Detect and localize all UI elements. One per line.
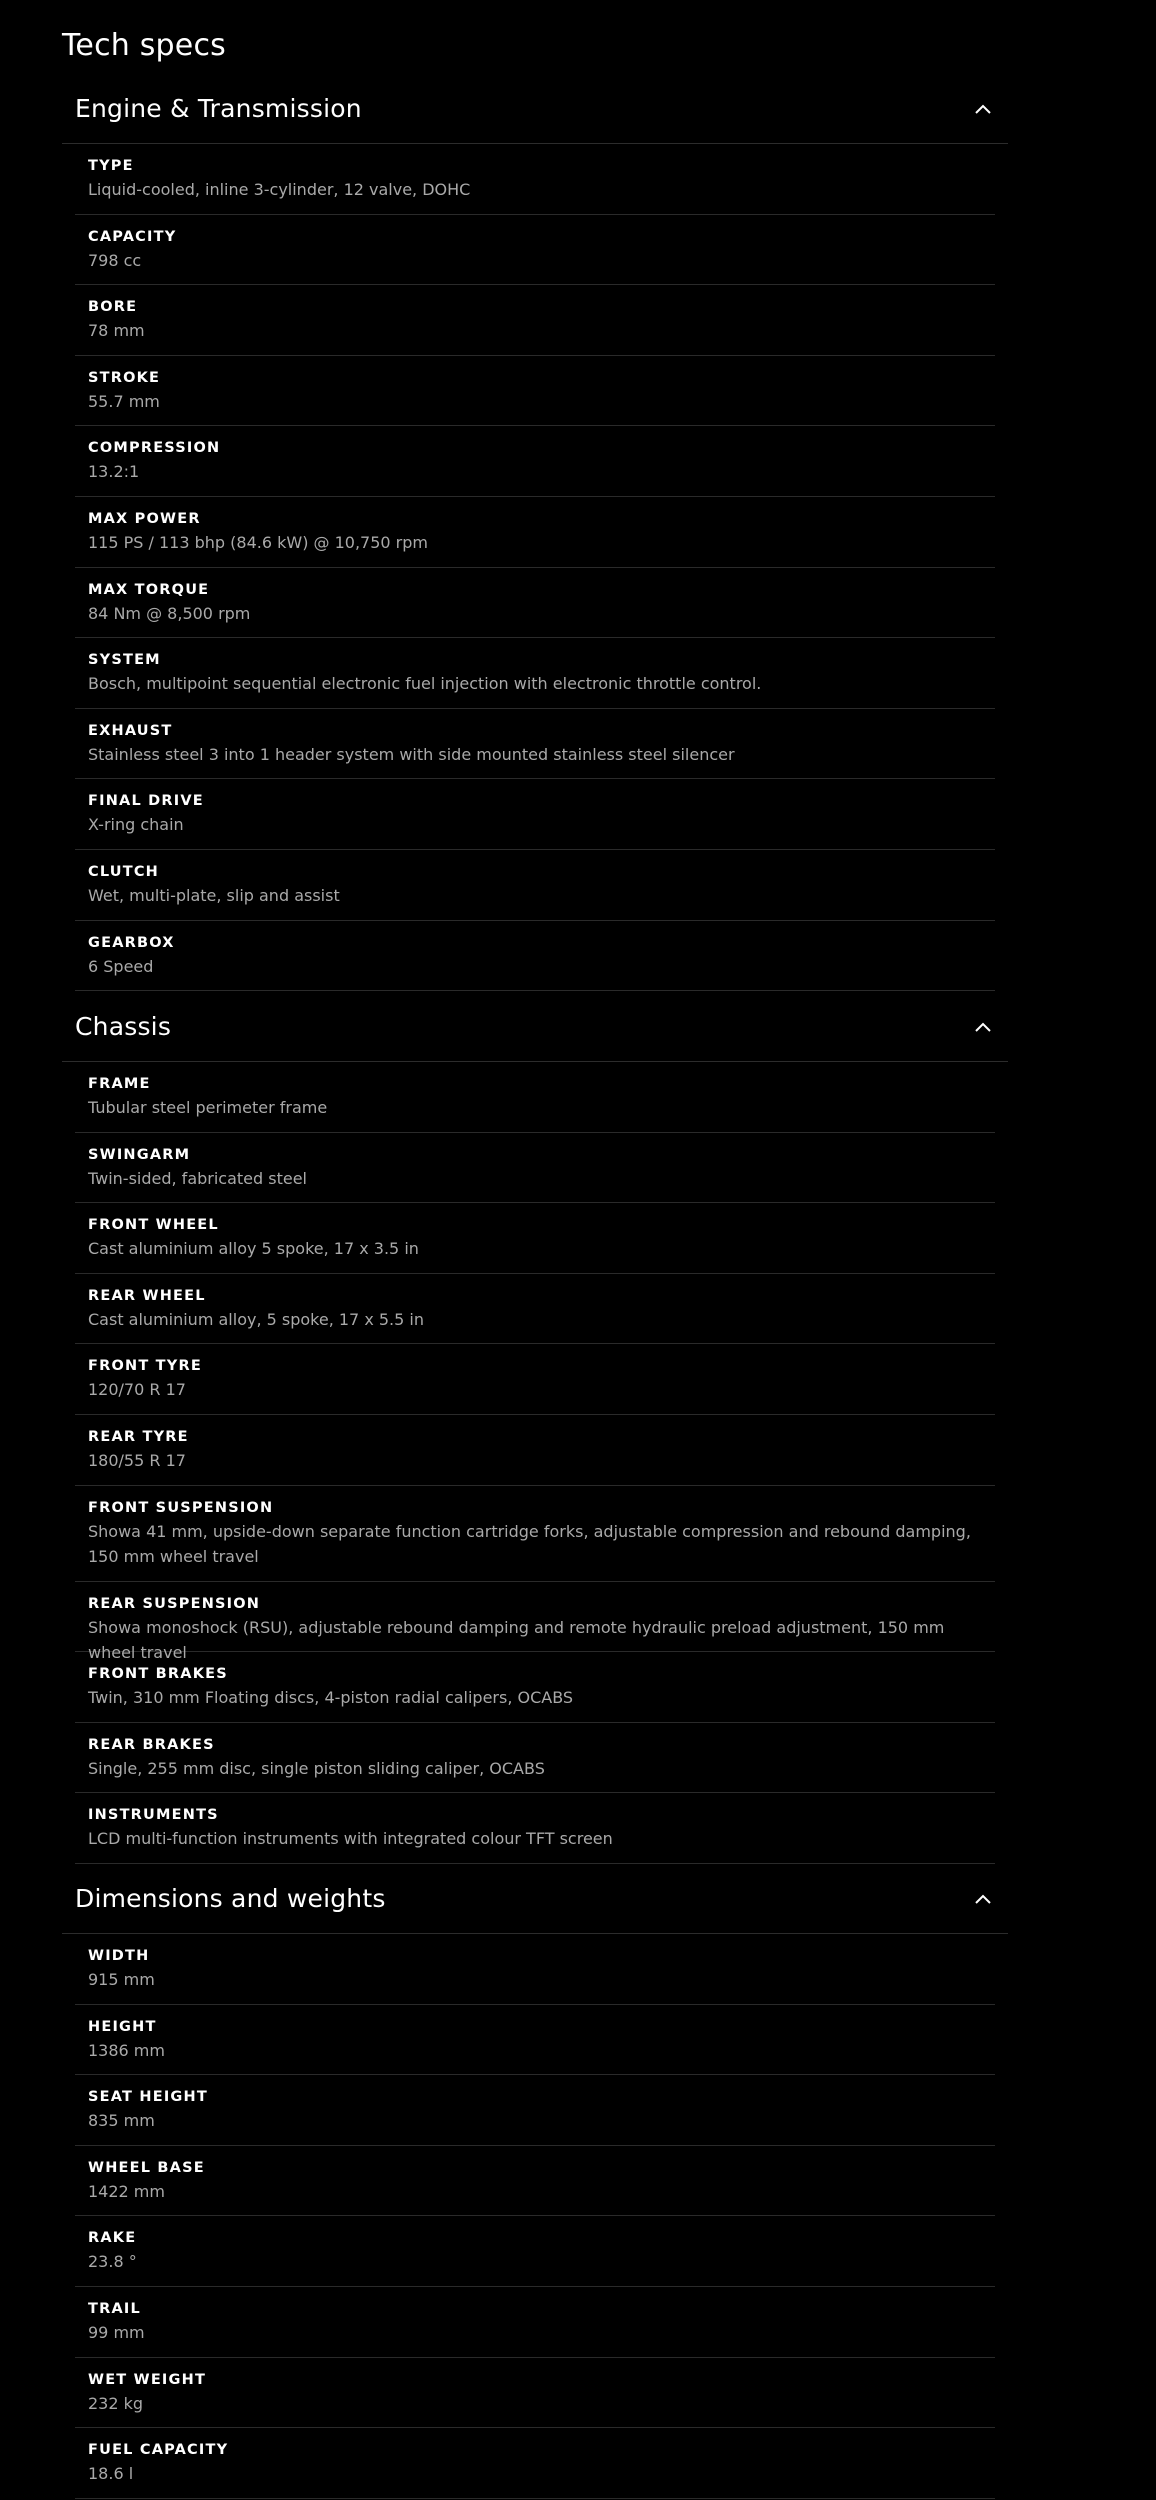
spec-value: 1386 mm xyxy=(88,2040,165,2060)
section-header-dimensions-weights[interactable] xyxy=(62,1864,1008,1934)
spec-row-max-power xyxy=(75,497,995,568)
section-dimensions-weights xyxy=(62,1864,1008,2499)
spec-label: REAR BRAKES xyxy=(88,1736,215,1753)
spec-row-system xyxy=(75,638,995,709)
spec-value: 798 cc xyxy=(88,250,142,270)
spec-value: 99 mm xyxy=(88,2322,145,2342)
spec-row-width xyxy=(75,1934,995,2005)
spec-value: 232 kg xyxy=(88,2393,144,2413)
spec-value: Liquid-cooled, inline 3-cylinder, 12 valve, DOHC xyxy=(88,180,471,199)
spec-row-swingarm xyxy=(75,1133,995,1204)
spec-label: FRONT SUSPENSION xyxy=(88,1499,274,1516)
spec-row-max-torque xyxy=(75,568,995,639)
spec-row-height xyxy=(75,2005,995,2076)
spec-label: STROKE xyxy=(88,369,161,386)
spec-value: 835 mm xyxy=(88,2111,155,2131)
spec-row-capacity xyxy=(75,215,995,286)
spec-row-instruments xyxy=(75,1793,995,1864)
spec-list-engine-transmission xyxy=(75,144,995,991)
spec-row-clutch xyxy=(75,850,995,921)
spec-label: WIDTH xyxy=(88,1948,150,1964)
spec-row-compression xyxy=(75,426,995,497)
spec-label: FRONT WHEEL xyxy=(88,1217,219,1234)
spec-label: REAR TYRE xyxy=(88,1428,189,1445)
spec-value: Twin, 310 mm Floating discs, 4-piston radial calipers, OCABS xyxy=(88,1688,574,1708)
spec-label: MAX TORQUE xyxy=(88,581,210,598)
spec-row-type xyxy=(75,144,995,215)
spec-row-frame xyxy=(75,1062,995,1133)
spec-row-rear-brakes xyxy=(75,1723,995,1794)
spec-list-dimensions-weights xyxy=(75,1934,995,2499)
spec-label: WET WEIGHT xyxy=(88,2371,207,2388)
spec-label: COMPRESSION xyxy=(88,440,221,457)
spec-value: 120/70 R 17 xyxy=(88,1380,186,1400)
spec-row-seat-height xyxy=(75,2075,995,2146)
spec-row-front-suspension xyxy=(75,1486,995,1582)
spec-label: HEIGHT xyxy=(88,2018,157,2035)
spec-row-trail xyxy=(75,2287,995,2358)
section-header-chassis[interactable] xyxy=(62,992,1008,1062)
spec-label: SYSTEM xyxy=(88,652,161,669)
spec-label: GEARBOX xyxy=(88,934,175,951)
section-chassis xyxy=(62,992,1008,1864)
spec-label: FRAME xyxy=(88,1076,151,1092)
spec-row-rake xyxy=(75,2216,995,2287)
spec-label: CLUTCH xyxy=(88,863,160,880)
spec-value: LCD multi-function instruments with integrated colour TFT screen xyxy=(88,1829,613,1849)
spec-value: Showa monoshock (RSU), adjustable rebound damping and remote hydraulic preload adjustment, 150 mm wheel travel xyxy=(88,1617,945,1662)
spec-value: Cast aluminium alloy 5 spoke, 17 x 3.5 in xyxy=(88,1239,419,1259)
spec-value: 18.6 l xyxy=(88,2464,134,2484)
spec-row-fuel-capacity xyxy=(75,2428,995,2499)
section-title: Chassis xyxy=(75,1012,172,1041)
spec-value: 13.2:1 xyxy=(88,462,140,482)
spec-label: RAKE xyxy=(88,2230,137,2247)
section-engine-transmission xyxy=(62,74,1008,991)
chevron-up-icon[interactable] xyxy=(972,1016,994,1038)
spec-label: FUEL CAPACITY xyxy=(88,2442,229,2459)
spec-row-wet-weight xyxy=(75,2358,995,2429)
spec-value: 115 PS / 113 bhp (84.6 kW) @ 10,750 rpm xyxy=(88,532,428,552)
spec-value: Wet, multi-plate, slip and assist xyxy=(88,885,340,905)
spec-value: 6 Speed xyxy=(88,956,154,976)
spec-label: REAR WHEEL xyxy=(88,1287,206,1304)
spec-value: Showa 41 mm, upside-down separate function cartridge forks, adjustable compression and rebound damping, 150 mm wheel travel xyxy=(88,1521,971,1566)
spec-label: CAPACITY xyxy=(88,228,177,245)
spec-row-front-brakes xyxy=(75,1652,995,1723)
chevron-up-icon[interactable] xyxy=(972,1888,994,1910)
chevron-up-icon[interactable] xyxy=(972,98,994,120)
spec-label: BORE xyxy=(88,299,138,316)
spec-label: SEAT HEIGHT xyxy=(88,2089,208,2106)
spec-value: Single, 255 mm disc, single piston sliding caliper, OCABS xyxy=(88,1758,545,1778)
spec-value: 55.7 mm xyxy=(88,391,160,411)
spec-row-rear-wheel xyxy=(75,1274,995,1345)
spec-value: X-ring chain xyxy=(88,815,184,835)
spec-value: Cast aluminium alloy, 5 spoke, 17 x 5.5 in xyxy=(88,1309,424,1329)
spec-row-front-wheel xyxy=(75,1203,995,1274)
spec-row-stroke xyxy=(75,356,995,427)
spec-row-exhaust xyxy=(75,709,995,780)
section-header-engine-transmission[interactable] xyxy=(62,74,1008,144)
spec-value: 915 mm xyxy=(88,1970,155,1989)
spec-value: Tubular steel perimeter frame xyxy=(88,1098,328,1117)
spec-value: 78 mm xyxy=(88,321,145,341)
spec-label: TRAIL xyxy=(88,2300,141,2317)
spec-row-front-tyre xyxy=(75,1344,995,1415)
spec-row-rear-tyre xyxy=(75,1415,995,1486)
section-title: Engine & Transmission xyxy=(75,94,362,123)
spec-row-bore xyxy=(75,285,995,356)
spec-value: 1422 mm xyxy=(88,2181,165,2201)
spec-label: WHEEL BASE xyxy=(88,2159,205,2176)
page-title: Tech specs xyxy=(62,28,226,63)
spec-list-chassis xyxy=(75,1062,995,1864)
spec-label: INSTRUMENTS xyxy=(88,1807,219,1824)
spec-value: 180/55 R 17 xyxy=(88,1450,186,1470)
spec-row-rear-suspension xyxy=(75,1582,995,1662)
spec-row-wheel-base xyxy=(75,2146,995,2217)
spec-label: TYPE xyxy=(88,158,134,174)
spec-label: FRONT TYRE xyxy=(88,1358,202,1375)
spec-value: 23.8 ° xyxy=(88,2252,137,2272)
spec-label: MAX POWER xyxy=(88,510,201,527)
spec-label: REAR SUSPENSION xyxy=(88,1595,261,1612)
spec-value: Stainless steel 3 into 1 header system with side mounted stainless steel silencer xyxy=(88,744,735,764)
spec-label: FRONT BRAKES xyxy=(88,1666,228,1683)
spec-row-gearbox xyxy=(75,921,995,992)
spec-value: Bosch, multipoint sequential electronic fuel injection with electronic throttle control. xyxy=(88,674,762,694)
spec-value: Twin-sided, fabricated steel xyxy=(88,1168,307,1188)
section-title: Dimensions and weights xyxy=(75,1884,386,1913)
spec-row-final-drive xyxy=(75,779,995,850)
spec-label: EXHAUST xyxy=(88,722,173,739)
spec-label: FINAL DRIVE xyxy=(88,793,204,810)
spec-value: 84 Nm @ 8,500 rpm xyxy=(88,603,251,623)
spec-label: SWINGARM xyxy=(88,1146,191,1163)
